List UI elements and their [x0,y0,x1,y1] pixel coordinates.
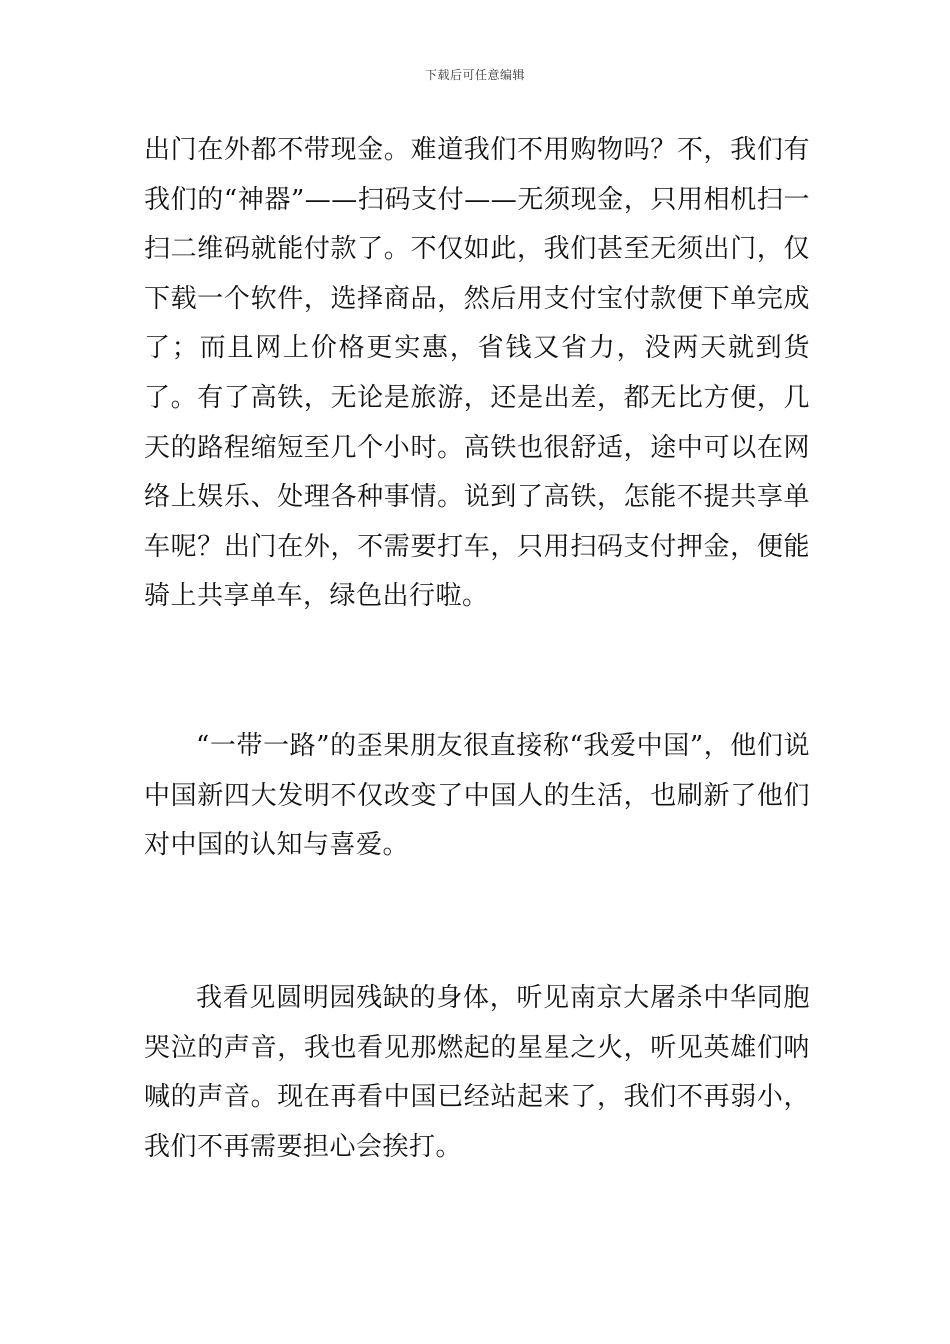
paragraph-history: 我看见圆明园残缺的身体，听见南京大屠杀中华同胞哭泣的声音，我也看见那燃起的星星之火，听见英雄们呐喊的声音。现在再看中国已经站起来了，我们不再弱小，我们不再需要担心会挨打。 [144,983,810,1162]
paragraph-modern-life: 出门在外都不带现金。难道我们不用购物吗？不，我们有我们的“神器”——扫码支付——无须现金，只用相机扫一扫二维码就能付款了。不仅如此，我们甚至无须出门，仅下载一个软件，选择商品，然后用支付宝付款便下单完成了；而且网上价格更实惠，省钱又省力，没两天就到货了。有了高铁，无论是旅游，还是出差，都无比方便，几天的路程缩短至几个小时。高铁也很舒适，途中可以在网络上娱乐、处理各种事情。说到了高铁，怎能不提共享单车呢？出门在外，不需要打车，只用扫码支付押金，便能骑上共享单车，绿色出行啦。 [144,135,810,612]
paragraph-belt-and-road: “一带一路”的歪果朋友很直接称“我爱中国”，他们说中国新四大发明不仅改变了中国人的生活，也刷新了他们对中国的认知与喜爱。 [144,731,810,861]
page-header-note: 下载后可任意编辑 [424,68,525,82]
